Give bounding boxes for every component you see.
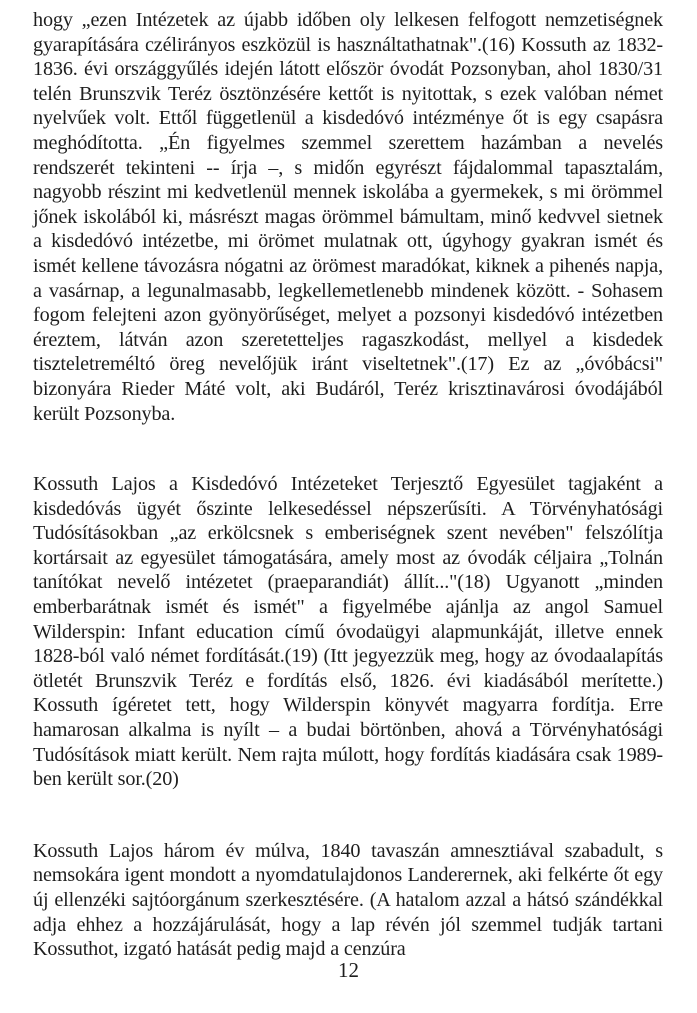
- paragraph-1: hogy „ezen Intézetek az újabb időben oly lelkesen felfogott nemzetiségnek gyarapítására czélirányos eszközül is használtathatnak".(16) Kossuth az 1832-1836. évi országgyűlés idején látott először óvodát Pozsonyban, ahol 1830/31 telén Brunszvik Teréz ösztönzésére kettőt is nyitottak, s ezek valóban német nyelvűek volt. Ettől függetlenül a kisdedóvó intézménye őt is egy csapásra meghódította. „Én figyelmes szemmel szerettem hazámban a nevelés rendszerét tekinteni -- írja –, s midőn egyrészt fájdalommal tapasztalám, nagyobb részint mi kedvetlenül mennek iskolába a gyermekek, s mi örömmel jőnek iskolából ki, másrészt magas örömmel bámultam, minő kedvvel sietnek a kisdedóvó intézetbe, mi örömet mulatnak ott, úgyhogy gyakran ismét és ismét kellene távozásra nógatni az örömest maradókat, kiknek a pihenés napja, a vasárnap, a legunalmasabb, legkellemetlenebb mindenek között. - Sohasem fogom felejteni azon gyönyörűséget, melyet a pozsonyi kisdedóvó intézetben éreztem, látván azon szeretetteljes ragaszkodást, mellyel a kisdedek tiszteletreméltó öreg nevelőjük iránt viseltetnek".(17) Ez az „óvóbácsi" bizonyára Rieder Máté volt, aki Budáról, Teréz krisztinavárosi óvodájából került Pozsonyba.: [33, 9, 663, 425]
- paragraph-3: Kossuth Lajos három év múlva, 1840 tavaszán amnesztiával szabadult, s nemsokára igent mondott a nyomdatulajdonos Landerernek, aki felkérte őt egy új ellenzéki sajtóorgánum szerkesztésére. (A hatalom azzal a hátsó szándékkal adja ehhez a hozzájárulását, hogy a lap révén jól szemmel tudják tartani Kossuthot, izgató hatását pedig majd a cenzúra: [33, 839, 663, 961]
- document-page: [33, 8, 663, 962]
- paragraph-2: Kossuth Lajos a Kisdedóvó Intézeteket Terjesztő Egyesület tagjaként a kisdedóvás ügyét őszinte lelkesedéssel népszerűsíti. A Törvényhatósági Tudósításokban „az erkölcsnek s emberiségnek szent nevében" felszólítja kortársait az egyesület támogatására, amely most az óvodák céljaira „Tolnán tanítókat nevelő intézetet (praeparandiát) állít..."(18) Ugyanott „minden emberbarátnak ismét és ismét" a figyelmébe ajánlja az angol Samuel Wilderspin: Infant education című óvodaügyi alapmunkáját, illetve ennek 1828-ból való német fordítását.(19) (Itt jegyezzük meg, hogy az óvodaalapítás ötletét Brunszvik Teréz e fordítás első, 1826. évi kiadásából merítette.) Kossuth ígéretet tett, hogy Wilderspin könyvét magyarra fordítja. Erre hamarosan alkalma is nyílt – a budai börtönben, ahová a Törvényhatósági Tudósítások miatt került. Nem rajta múlott, hogy fordítás kiadására csak 1989-ben került sor.(20): [33, 473, 663, 791]
- page-number: 12: [338, 958, 359, 982]
